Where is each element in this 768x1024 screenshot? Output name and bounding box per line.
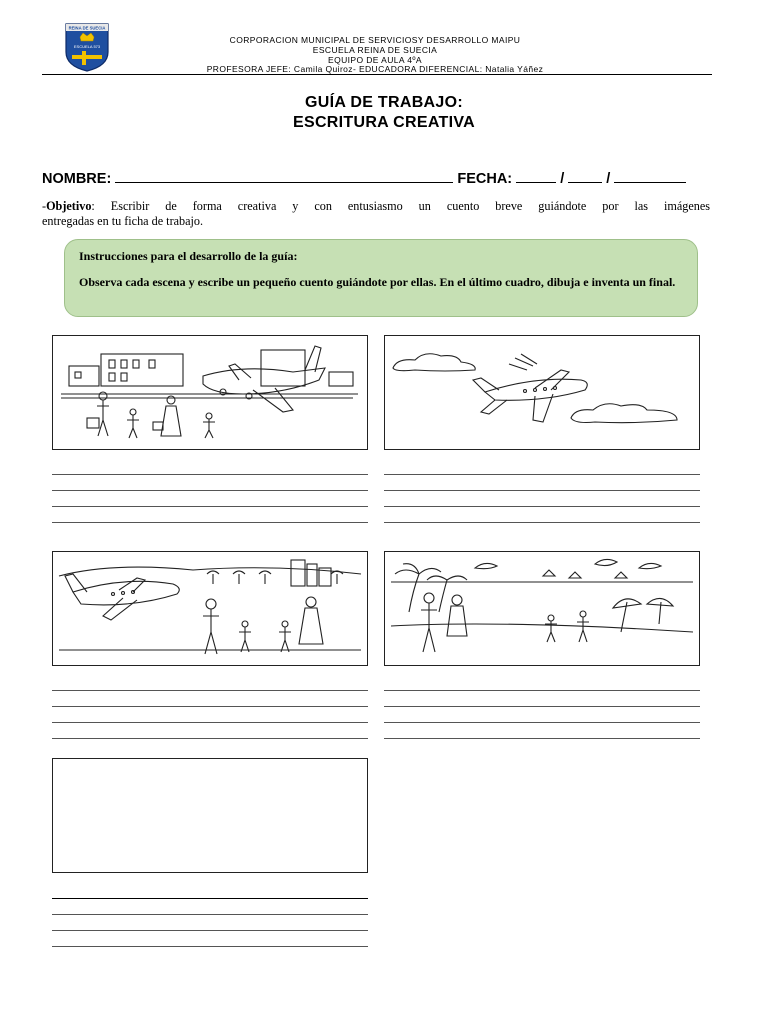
beach-vacation-illustration bbox=[385, 552, 698, 664]
scene-airport-departure bbox=[52, 335, 368, 450]
writing-line[interactable] bbox=[384, 522, 700, 523]
writing-line[interactable] bbox=[384, 474, 700, 475]
writing-line[interactable] bbox=[52, 930, 368, 931]
page-subtitle: ESCRITURA CREATIVA bbox=[293, 114, 475, 131]
date-separator: / bbox=[606, 171, 611, 187]
writing-line[interactable] bbox=[384, 490, 700, 491]
airplane-flying-illustration bbox=[385, 336, 698, 448]
name-date-row bbox=[42, 168, 712, 190]
date-month-field[interactable] bbox=[568, 168, 602, 183]
writing-line[interactable] bbox=[52, 706, 368, 707]
writing-line[interactable] bbox=[52, 914, 368, 915]
instructions-box bbox=[64, 239, 698, 317]
date-label: FECHA: bbox=[457, 171, 513, 187]
writing-line[interactable] bbox=[52, 722, 368, 723]
writing-line[interactable] bbox=[52, 522, 368, 523]
date-year-field[interactable] bbox=[614, 168, 686, 183]
writing-line[interactable] bbox=[384, 722, 700, 723]
objective: -Objetivo: Escribir de forma creativa y con entusiasmo un cuento breve guiándote por las imágenes entregadas en tu ficha de trabajo. bbox=[42, 199, 710, 228]
writing-line[interactable] bbox=[52, 946, 368, 947]
writing-line[interactable] bbox=[52, 474, 368, 475]
scene-airplane-flying bbox=[384, 335, 700, 450]
name-field[interactable] bbox=[115, 168, 453, 183]
airport-arrival-illustration bbox=[53, 552, 366, 664]
final-drawing-box[interactable] bbox=[52, 758, 368, 873]
objective-text-cont: entregadas en tu ficha de trabajo. bbox=[42, 213, 204, 228]
school-logo bbox=[63, 22, 111, 72]
date-day-field[interactable] bbox=[516, 168, 556, 183]
header-school-line: ESCUELA REINA DE SUECIA bbox=[312, 45, 438, 55]
scene-beach-vacation bbox=[384, 551, 700, 666]
writing-line[interactable] bbox=[384, 738, 700, 739]
writing-line[interactable] bbox=[384, 690, 700, 691]
writing-line[interactable] bbox=[52, 898, 368, 899]
writing-line[interactable] bbox=[52, 690, 368, 691]
writing-line[interactable] bbox=[52, 506, 368, 507]
objective-text: : Escribir de forma creativa y con entusiasmo un cuento breve guiándote por las imágenes bbox=[91, 199, 710, 213]
page-title: GUÍA DE TRABAJO: bbox=[305, 94, 463, 111]
writing-line[interactable] bbox=[384, 506, 700, 507]
objective-label: Objetivo bbox=[46, 199, 92, 213]
header-class-line: EQUIPO DE AULA 4ºA bbox=[328, 55, 422, 65]
date-separator: / bbox=[560, 171, 565, 187]
svg-text:REINA DE SUECIA: REINA DE SUECIA bbox=[68, 25, 106, 31]
instructions-title: Instrucciones para el desarrollo de la guía: bbox=[79, 249, 298, 263]
writing-line[interactable] bbox=[52, 738, 368, 739]
header-org-line: CORPORACION MUNICIPAL DE SERVICIOSY DESARROLLO MAIPU bbox=[229, 35, 521, 45]
instructions-body: Observa cada escena y escribe un pequeño cuento guiándote por ellas. En el último cuadro, dibuja e inventa un final. bbox=[79, 275, 676, 289]
writing-line[interactable] bbox=[384, 706, 700, 707]
name-label: NOMBRE: bbox=[42, 171, 112, 187]
header-divider bbox=[42, 74, 712, 75]
writing-line[interactable] bbox=[52, 490, 368, 491]
scene-airport-arrival bbox=[52, 551, 368, 666]
airport-departure-illustration bbox=[53, 336, 366, 448]
header-teachers-line: PROFESORA JEFE: Camila Quiroz- EDUCADORA DIFERENCIAL: Natalia Yáñez bbox=[206, 64, 544, 74]
svg-text:ESCUELA 573: ESCUELA 573 bbox=[73, 44, 101, 49]
